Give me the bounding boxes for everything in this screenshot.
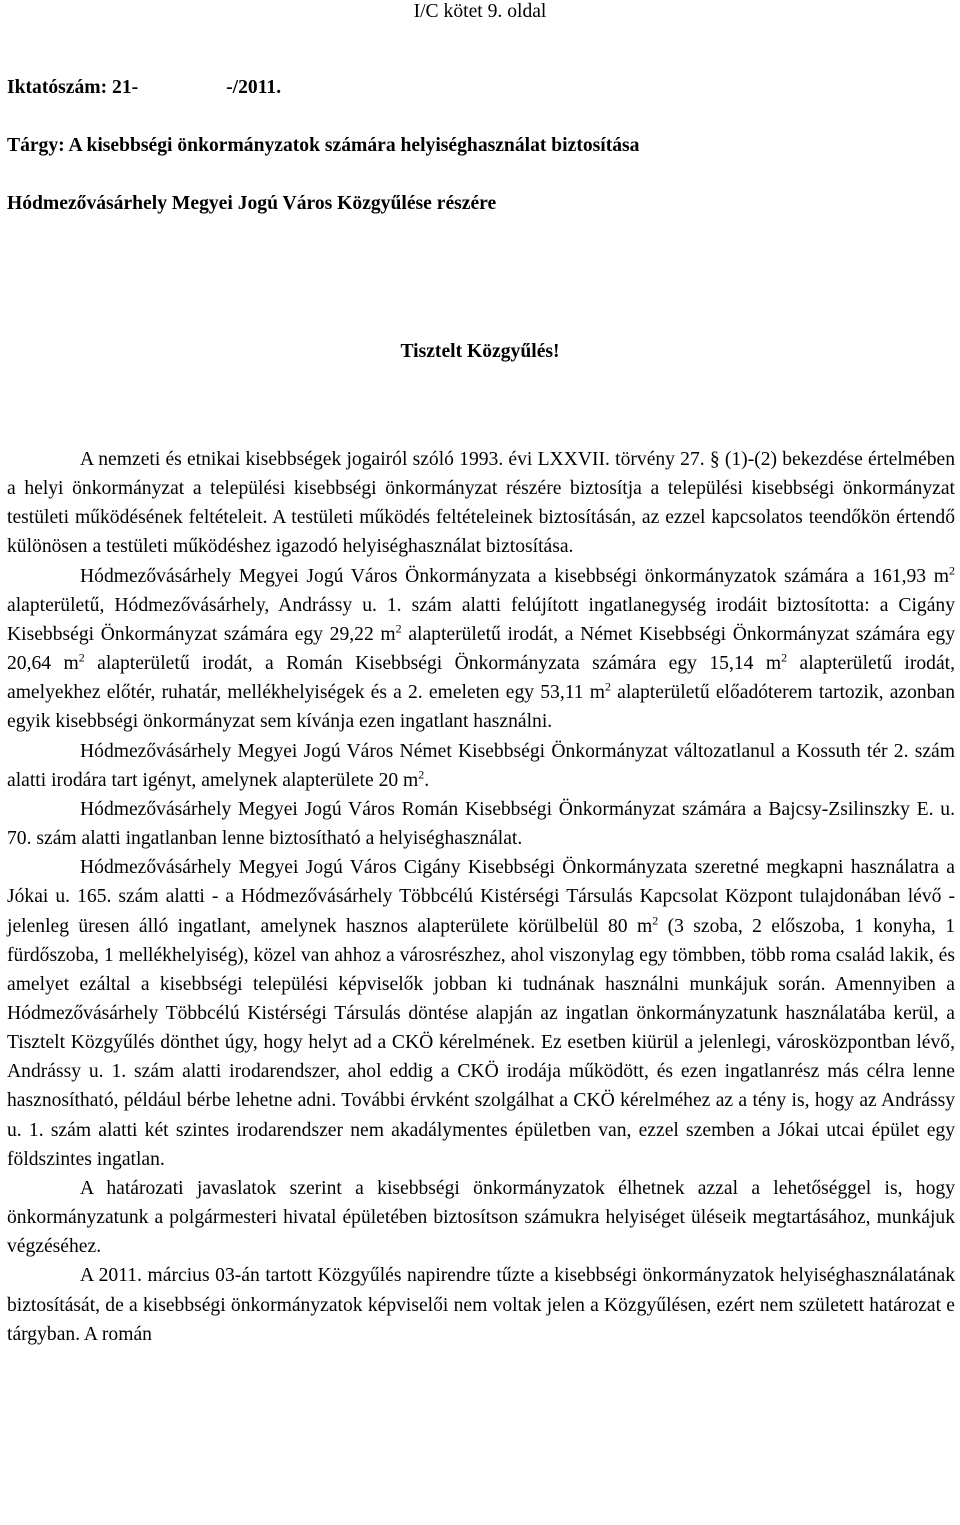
paragraph-2: Hódmezővásárhely Megyei Jogú Város Önkormányzata a kisebbségi önkormányzatok számára a 161,93 $m^2$ alapterületű, Hódmezővásárhely, Andrássy u. 1. szám alatti felújított ingatlanegység irodáit biztosította: a Cigány Kisebbségi Önkormányzat számára egy 29,22 $m^2$ alapterületű irodát, a Német Kisebbségi Önkormányzat számára egy 20,64 $m^2$ alapterületű irodát, a Román Kisebbségi Önkormányzata számára egy 15,14 $m^2$ alapterületű irodát, amelyekhez előtér, ruhatár, mellékhelyiségek és a 2. emeleten egy 53,11 $m^2$ alapterületű előadóterem tartozik, azonban egyik kisebbségi önkormányzat sem kívánja ezen ingatlant használni. (7, 563, 956, 733)
page-number-label: I/C kötet 9. oldal (413, 1, 547, 22)
page-header (0, 0, 960, 24)
addressee-line: Hódmezővásárhely Megyei Jogú Város Közgyűlése részére (7, 193, 497, 214)
superscript: 2 (395, 621, 402, 636)
superscript: 2 (949, 563, 955, 578)
paragraph-3: Hódmezővásárhely Megyei Jogú Város Német Kisebbségi Önkormányzat változatlanul a Kossuth tér 2. szám alatti irodára tart igényt, amelynek alapterülete 20 $m^2$. (7, 740, 955, 791)
superscript: 2 (605, 679, 611, 694)
paragraph-7: A 2011. március 03-án tartott Közgyűlés napirendre tűzte a kisebbségi önkormányzatok helyiséghasználatának biztosítását, de a kisebbségi önkormányzatok képviselői nem voltak jelen a Közgyűlésen, ezért nem született határozat e tárgyban. A román (7, 1265, 955, 1345)
document-body (7, 445, 955, 1349)
superscript: 2 (78, 650, 85, 665)
salutation: Tisztelt Közgyűlés! (400, 341, 560, 362)
superscript: 2 (781, 650, 788, 665)
registry-label: Iktatószám: 21- (7, 77, 139, 98)
paragraph-4: Hódmezővásárhely Megyei Jogú Város Román Kisebbségi Önkormányzat számára a Bajcsy-Zsilinszky E. u. 70. szám alatti ingatlanban lenne biztosítható a helyiséghasználat. (7, 798, 955, 850)
superscript: 2 (652, 912, 659, 927)
superscript: 2 (418, 767, 425, 782)
paragraph-1: A nemzeti és etnikai kisebbségek jogairól szóló 1993. évi LXXVII. törvény 27. § (1)-(2) bekezdése értelmében a helyi önkormányzat a települési kisebbségi önkormányzat részére biztosítja a települési kisebbségi önkormányzat testületi működésének feltételeit. A testületi működés feltételeinek biztosításán, az ezzel kapcsolatos teendőkön értendő különösen a testületi működéshez igazodó helyiséghasználat biztosítása. (7, 449, 955, 558)
paragraph-6: A határozati javaslatok szerint a kisebbségi önkormányzatok élhetnek azzal a lehetőséggel is, hogy önkormányzatunk a polgármesteri hivatal épületében biztosítson számukra helyiséget üléseik megtartásához, munkájuk végzéséhez. (7, 1177, 955, 1258)
registry-suffix: -/2011. (226, 77, 282, 98)
registry-number (7, 76, 281, 100)
paragraph-5: Hódmezővásárhely Megyei Jogú Város Cigány Kisebbségi Önkormányzata szeretné megkapni használatra a Jókai u. 165. szám alatti - a Hódmezővásárhely Többcélú Kistérségi Társulás Kapcsolat Központ tulajdonában lévő - jelenleg üresen álló ingatlant, amelynek hasznos alapterülete körülbelül 80 $m^2$ (3 szoba, 2 előszoba, 1 konyha, 1 fürdőszoba, 1 mellékhelyiség), közel van ahhoz a városrészhez, ahol viszonylag egy tömbben, több roma család lakik, és amelyet ezáltal a kisebbségi települési képviselők jobban ki tudnának használni munkájuk során. Amennyiben a Hódmezővásárhely Többcélú Kistérségi Társulás döntése alapján az ingatlan önkormányzatunk használatába kerül, a Tisztelt Közgyűlés dönthet úgy, hogy helyt ad a CKÖ kérelmének. Ez esetben kiürül a jelenlegi, városközpontban lévő, Andrássy u. 1. szám alatti irodarendszer, ahol eddig a CKÖ irodája működött, és ezen ingatlanrész más célra lenne hasznosítható, például bérbe lehetne adni. További érvként szolgálhat a CKÖ kérelméhez az a tény is, hogy az Andrássy u. 1. szám alatti két szintes irodarendszer nem akadálymentes épületben van, ezzel szemben a Jókai utcai épület egy földszintes ingatlan. (7, 857, 955, 1170)
subject-line: Tárgy: A kisebbségi önkormányzatok számára helyiséghasználat biztosítása (7, 135, 640, 156)
